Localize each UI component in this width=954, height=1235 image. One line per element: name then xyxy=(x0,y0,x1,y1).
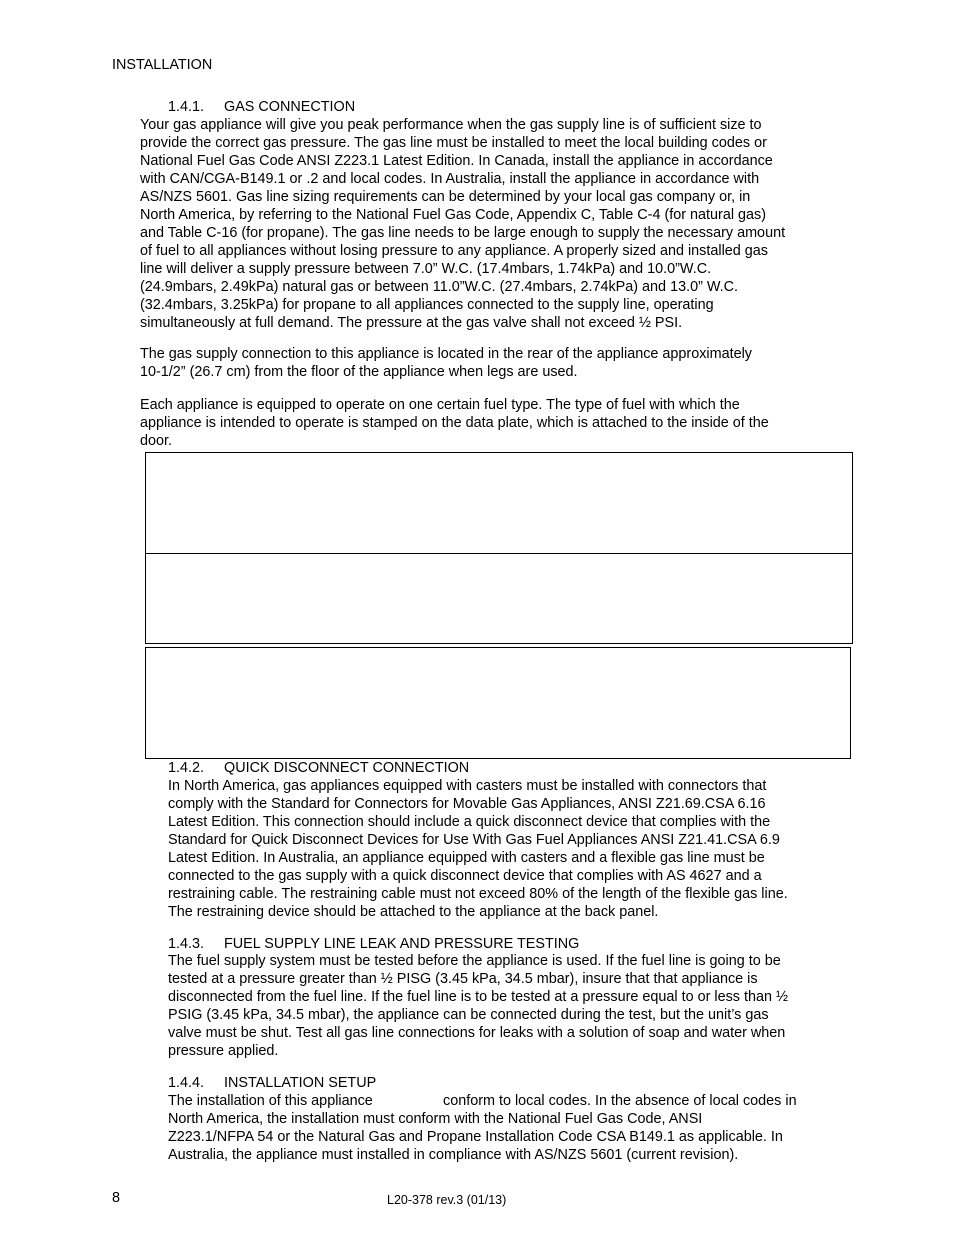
gas-supply-location-paragraph: The gas supply connection to this appliance is located in the rear of the appliance approximately 10-1/2” (26.7 cm) from the floor of the appliance when legs are used. xyxy=(140,346,752,380)
section-title: FUEL SUPPLY LINE LEAK AND PRESSURE TESTING xyxy=(224,936,580,952)
page-number: 8 xyxy=(112,1190,121,1206)
section-title: GAS CONNECTION xyxy=(224,99,356,115)
section-number: 1.4.2. xyxy=(168,760,205,776)
installation-setup-paragraph: North America, the installation must conform with the National Fuel Gas Code, ANSI Z223.1/NFPA 54 or the Natural Gas and Propane Installation Code CSA B149.1 as applicable. In Australia, the appliance must installed in compliance with AS/NZS 5601 (current revision). xyxy=(168,1111,783,1163)
section-heading-quick-disconnect xyxy=(168,759,469,777)
installation-setup-line1-end: conform to local codes. In the absence of local codes in xyxy=(443,1093,797,1109)
section-title: QUICK DISCONNECT CONNECTION xyxy=(224,760,470,776)
header-section-label: INSTALLATION xyxy=(112,57,213,73)
section-heading-leak-testing xyxy=(168,935,579,953)
document-reference: L20-378 rev.3 (01/13) xyxy=(387,1193,507,1207)
installation-setup-line1-start: The installation of this appliance xyxy=(168,1093,373,1109)
section-number: 1.4.4. xyxy=(168,1075,205,1091)
fuel-type-paragraph: Each appliance is equipped to operate on one certain fuel type. The type of fuel with which the appliance is intended to operate is stamped on the data plate, which is attached to the inside of the door. xyxy=(140,397,769,449)
gas-connection-paragraph: Your gas appliance will give you peak performance when the gas supply line is of sufficient size to provide the correct gas pressure. The gas line must be installed to meet the local building codes or National Fuel Gas Code ANSI Z223.1 Latest Edition. In Canada, install the appliance in accordance with CAN/CGA-B149.1 or .2 and local codes. In Australia, install the appliance in accordance with AS/NZS 5601. Gas line sizing requirements can be determined by your local gas company or, in North America, by referring to the National Fuel Gas Code, Appendix C, Table C-4 (for natural gas) and Table C-16 (for propane). The gas line needs to be large enough to supply the necessary amount of fuel to all appliances without losing pressure to any appliance. A properly sized and installed gas line will deliver a supply pressure between 7.0” W.C. (17.4mbars, 1.74kPa) and 10.0”W.C. (24.9mbars, 2.49kPa) natural gas or between 11.0”W.C. (27.4mbars, 2.74kPa) and 13.0” W.C. (32.4mbars, 3.25kPa) for propane to all appliances connected to the supply line, operating simultaneously at full demand. The pressure at the gas valve shall not exceed ½ PSI. xyxy=(140,117,786,331)
leak-testing-paragraph: The fuel supply system must be tested before the appliance is used. If the fuel line is going to be tested at a pressure greater than ½ PISG (3.45 kPa, 34.5 mbar), insure that that appliance is disconnected from the fuel line. If the fuel line is to be tested at a pressure equal to or less than ½ PSIG (3.45 kPa, 34.5 mbar), the appliance can be connected during the test, but the unit’s gas valve must be shut. Test all gas line connections for leaks with a solution of soap and water when pressure applied. xyxy=(168,953,788,1059)
notice-box-3 xyxy=(145,647,851,759)
section-title: INSTALLATION SETUP xyxy=(224,1075,377,1091)
section-number: 1.4.3. xyxy=(168,936,205,952)
notice-box-1 xyxy=(145,452,853,554)
quick-disconnect-paragraph: In North America, gas appliances equipped with casters must be installed with connectors that comply with the Standard for Connectors for Movable Gas Appliances, ANSI Z21.69.CSA 6.16 Latest Edition. This connection should include a quick disconnect device that complies with the Standard for Quick Disconnect Devices for Use With Gas Fuel Appliances ANSI Z21.41.CSA 6.9 Latest Edition. In Australia, an appliance equipped with casters and a flexible gas line must be connected to the gas supply with a quick disconnect device that complies with AS 4627 and a restraining cable. The restraining cable must not exceed 80% of the length of the flexible gas line. The restraining device should be attached to the appliance at the back panel. xyxy=(168,778,788,920)
section-heading-installation-setup xyxy=(168,1074,376,1092)
section-heading-gas-connection xyxy=(168,98,355,116)
notice-box-2 xyxy=(145,553,853,644)
section-number: 1.4.1. xyxy=(168,99,205,115)
